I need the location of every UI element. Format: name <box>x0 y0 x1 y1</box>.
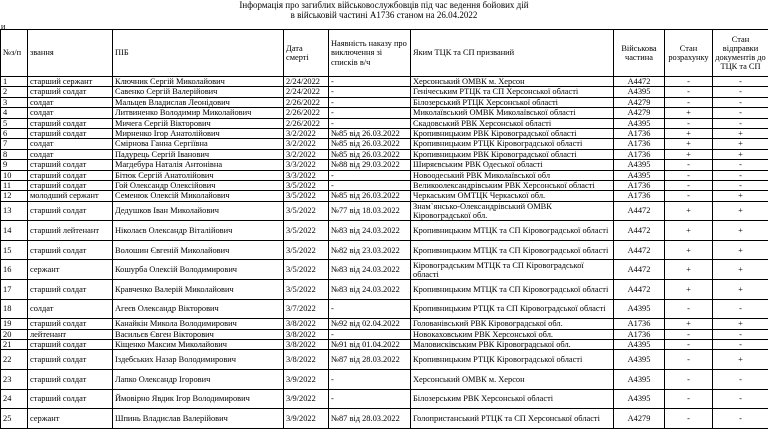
cell-name: Смірнова Ганна Сергіївна <box>113 139 284 149</box>
cell-num: 5 <box>1 118 28 128</box>
cell-unit: А4472 <box>614 240 665 260</box>
cell-rank: старший солдат <box>28 350 113 370</box>
cell-unit: А4395 <box>614 340 665 350</box>
cell-num: 11 <box>1 180 28 190</box>
cell-rank: старший солдат <box>28 280 113 300</box>
cell-date: 3/7/2022 <box>284 299 329 319</box>
header-date: Дата смерті <box>284 30 329 77</box>
cell-num: 22 <box>1 350 28 370</box>
cell-order: - <box>329 118 411 128</box>
table-row <box>1 389 768 409</box>
cell-settle: - <box>665 409 713 429</box>
cell-rank: старший солдат <box>28 340 113 350</box>
cell-date: 3/2/2022 <box>284 149 329 159</box>
cell-num: 10 <box>1 170 28 180</box>
cell-settle: - <box>665 299 713 319</box>
table-row <box>1 139 768 149</box>
cell-name: Іздебських Назар Володимирович <box>113 350 284 370</box>
cell-docs: - <box>713 389 768 409</box>
cell-order: №82 від 23.03.2022 <box>329 240 411 260</box>
cell-unit: А4472 <box>614 221 665 241</box>
cell-order: №88 від 29.03.2022 <box>329 160 411 170</box>
cell-unit: А4395 <box>614 370 665 390</box>
cell-date: 3/5/2022 <box>284 191 329 201</box>
cell-settle: - <box>665 389 713 409</box>
cell-num: 8 <box>1 149 28 159</box>
cell-docs: - <box>713 180 768 190</box>
cell-rank: старший солдат <box>28 180 113 190</box>
cell-rank: солдат <box>28 299 113 319</box>
cell-docs: - <box>713 160 768 170</box>
cell-name: Васильєв Євген Вікторович <box>113 329 284 339</box>
cell-rank: сержант <box>28 409 113 429</box>
cell-tck: Кропивницьким МТЦК та СП Кіровоградської області <box>411 221 614 241</box>
cell-tck: Кропивницьким МТЦК та СП Кіровоградської області <box>411 240 614 260</box>
cell-unit: А1736 <box>614 329 665 339</box>
document-title <box>0 0 768 20</box>
cell-rank: старший солдат <box>28 118 113 128</box>
cell-tck: Херсонський ОМВК м. Херсон <box>411 370 614 390</box>
cell-tck: Кропивницьким РТЦК Кіровоградської області <box>411 139 614 149</box>
cell-name: Волошин Євгеній Миколайович <box>113 240 284 260</box>
cell-docs: + <box>713 260 768 280</box>
cell-order: - <box>329 87 411 97</box>
cell-date: 3/5/2022 <box>284 201 329 221</box>
cell-settle: + <box>665 221 713 241</box>
cell-date: 3/3/2022 <box>284 170 329 180</box>
cell-rank: солдат <box>28 139 113 149</box>
cell-docs: - <box>713 299 768 319</box>
cell-num: 15 <box>1 240 28 260</box>
cell-rank: старший лейтенант <box>28 221 113 241</box>
cell-num: 16 <box>1 260 28 280</box>
cell-rank: солдат <box>28 108 113 118</box>
cell-docs: - <box>713 87 768 97</box>
cell-tck: Кропивницьким РТЦК Кіровоградської області <box>411 350 614 370</box>
cell-unit: А4395 <box>614 170 665 180</box>
header-rank: звання <box>28 30 113 77</box>
cell-date: 3/8/2022 <box>284 350 329 370</box>
table-row <box>1 118 768 128</box>
cell-settle: + <box>665 139 713 149</box>
cell-settle: - <box>665 97 713 107</box>
cell-num: 25 <box>1 409 28 429</box>
cell-settle: - <box>665 170 713 180</box>
cell-docs: - <box>713 370 768 390</box>
cell-unit: А4279 <box>614 108 665 118</box>
cell-unit: А4472 <box>614 280 665 300</box>
cell-order: №87 від 28.03.2022 <box>329 409 411 429</box>
cell-docs: + <box>713 240 768 260</box>
cell-date: 2/24/2022 <box>284 87 329 97</box>
cell-settle: - <box>665 350 713 370</box>
cell-num: 9 <box>1 160 28 170</box>
cell-tck: Знам`янсько-Олександрівський ОМВК Кіровоградської обл. <box>411 201 614 221</box>
cell-order: - <box>329 389 411 409</box>
table-row <box>1 329 768 339</box>
cell-name: Мичега Сергій Вікторович <box>113 118 284 128</box>
cell-name: Ймовірно Явдик Ігор Володимирович <box>113 389 284 409</box>
cell-tck: Новокаховським РВК Херсонської обл. <box>411 329 614 339</box>
cell-unit: А4472 <box>614 201 665 221</box>
cell-date: 2/26/2022 <box>284 97 329 107</box>
cell-num: 17 <box>1 280 28 300</box>
cell-docs: + <box>713 350 768 370</box>
cell-docs: + <box>713 221 768 241</box>
cell-docs: + <box>713 191 768 201</box>
cell-num: 12 <box>1 191 28 201</box>
header-tck: Яким ТЦК та СП призваний <box>411 30 614 77</box>
cell-tck: Кропивницьким РВК Кіровоградської області <box>411 128 614 138</box>
cell-tck: Голованівський РВК Кіровоградської обл. <box>411 319 614 329</box>
cell-rank: старший сержант <box>28 77 113 87</box>
cell-date: 3/3/2022 <box>284 160 329 170</box>
cell-num: 2 <box>1 87 28 97</box>
cell-tck: Скадовський РВК Херсонської області <box>411 118 614 128</box>
cell-tck: Новоодеський РВК Миколаївської обл <box>411 170 614 180</box>
cell-docs: - <box>713 329 768 339</box>
cell-name: Ключник Сергій Миколайович <box>113 77 284 87</box>
cell-date: 3/5/2022 <box>284 221 329 241</box>
table-row <box>1 87 768 97</box>
table-header-row <box>1 30 768 77</box>
cell-tck: Херсонський ОМВК м. Херсон <box>411 77 614 87</box>
cell-date: 3/5/2022 <box>284 240 329 260</box>
cell-date: 3/9/2022 <box>284 389 329 409</box>
table-row <box>1 260 768 280</box>
cell-order: - <box>329 370 411 390</box>
cell-unit: А4472 <box>614 260 665 280</box>
table-row <box>1 340 768 350</box>
cell-name: Бітюк Сергій Анатолійович <box>113 170 284 180</box>
cell-unit: А4279 <box>614 97 665 107</box>
cell-tck: Миколаївський ОМВК Миколаївської області <box>411 108 614 118</box>
cell-date: 2/26/2022 <box>284 118 329 128</box>
cell-settle: - <box>665 370 713 390</box>
cell-docs: - <box>713 108 768 118</box>
cell-rank: солдат <box>28 149 113 159</box>
cell-tck: Кіровоградським МТЦК та СП Кіровоградської області <box>411 260 614 280</box>
cell-docs: - <box>713 170 768 180</box>
table-row <box>1 180 768 190</box>
cell-settle: - <box>665 180 713 190</box>
cell-tck: Генічеським РТЦК та СП Херсонської області <box>411 87 614 97</box>
cell-num: 18 <box>1 299 28 319</box>
cell-name: Гой Олександр Олексійович <box>113 180 284 190</box>
cell-order: №83 від 24.03.2022 <box>329 221 411 241</box>
table-row <box>1 319 768 329</box>
cell-order: - <box>329 170 411 180</box>
cell-unit: А4395 <box>614 389 665 409</box>
header-name: ПІБ <box>113 30 284 77</box>
table-row <box>1 97 768 107</box>
cell-settle: - <box>665 87 713 97</box>
cell-num: 19 <box>1 319 28 329</box>
cell-rank: старший солдат <box>28 389 113 409</box>
cell-tck: Кропивницьким РТЦК та СП Кіровоградської області <box>411 299 614 319</box>
cell-num: 3 <box>1 97 28 107</box>
cell-marker: и <box>1 22 6 31</box>
table-row <box>1 240 768 260</box>
cell-settle: + <box>665 149 713 159</box>
cell-settle: + <box>665 201 713 221</box>
cell-rank: старший солдат <box>28 170 113 180</box>
casualty-table <box>0 29 768 429</box>
cell-num: 6 <box>1 128 28 138</box>
cell-date: 3/9/2022 <box>284 409 329 429</box>
cell-settle: + <box>665 319 713 329</box>
cell-date: 3/2/2022 <box>284 139 329 149</box>
title-line-1: Інформація про загиблих військовослужбовців під час ведення бойових дій <box>239 0 529 10</box>
cell-settle: + <box>665 280 713 300</box>
cell-docs: + <box>713 280 768 300</box>
cell-rank: старший солдат <box>28 370 113 390</box>
cell-settle: - <box>665 77 713 87</box>
cell-num: 23 <box>1 370 28 390</box>
cell-rank: старший солдат <box>28 128 113 138</box>
cell-docs: - <box>713 77 768 87</box>
cell-unit: А4395 <box>614 299 665 319</box>
cell-name: Магдебура Наталія Антонівна <box>113 160 284 170</box>
table-row <box>1 280 768 300</box>
cell-order: №77 від 18.03.2022 <box>329 201 411 221</box>
table-row <box>1 191 768 201</box>
table-row <box>1 160 768 170</box>
cell-rank: сержант <box>28 260 113 280</box>
cell-settle: - <box>665 160 713 170</box>
cell-date: 2/24/2022 <box>284 77 329 87</box>
cell-rank: старший солдат <box>28 87 113 97</box>
cell-unit: А4395 <box>614 160 665 170</box>
cell-unit: А1736 <box>614 319 665 329</box>
cell-docs: + <box>713 139 768 149</box>
cell-order: - <box>329 299 411 319</box>
header-settle: Стан розрахунку <box>665 30 713 77</box>
cell-order: №91 від 01.04.2022 <box>329 340 411 350</box>
cell-num: 24 <box>1 389 28 409</box>
header-order: Наявність наказу про виключення зі списків в/ч <box>329 30 411 77</box>
cell-name: Агеєв Олександр Вікторович <box>113 299 284 319</box>
table-row <box>1 350 768 370</box>
cell-name: Литвиненко Володимир Миколайович <box>113 108 284 118</box>
cell-settle: - <box>665 340 713 350</box>
table-row <box>1 77 768 87</box>
table-row <box>1 170 768 180</box>
cell-rank: старший солдат <box>28 319 113 329</box>
cell-order: №92 від 02.04.2022 <box>329 319 411 329</box>
cell-name: Лапко Олександр Ігорович <box>113 370 284 390</box>
cell-tck: Ширяєвським РВК Одеської області <box>411 160 614 170</box>
cell-tck: Черкаським ОМТЦК Черкаської обл. <box>411 191 614 201</box>
cell-settle: + <box>665 240 713 260</box>
cell-name: Савенко Сергій Валерійович <box>113 87 284 97</box>
cell-order: №85 від 26.03.2022 <box>329 191 411 201</box>
cell-order: - <box>329 180 411 190</box>
cell-name: Кравченко Валерій Миколайович <box>113 280 284 300</box>
header-unit: Військова частина <box>614 30 665 77</box>
cell-docs: + <box>713 319 768 329</box>
cell-name: Шпинь Владислав Валерійович <box>113 409 284 429</box>
cell-docs: - <box>713 340 768 350</box>
cell-order: №83 від 24.03.2022 <box>329 260 411 280</box>
header-docs: Стан відправки документів до ТЦК та СП <box>713 30 768 77</box>
cell-num: 13 <box>1 201 28 221</box>
cell-name: Кіщенко Максим Миколайович <box>113 340 284 350</box>
cell-unit: А4395 <box>614 350 665 370</box>
cell-settle: + <box>665 260 713 280</box>
cell-unit: А4395 <box>614 87 665 97</box>
cell-rank: молодший сержант <box>28 191 113 201</box>
cell-order: - <box>329 97 411 107</box>
cell-tck: Великоолександрівським РВК Херсонської області <box>411 180 614 190</box>
cell-date: 3/8/2022 <box>284 340 329 350</box>
cell-rank: лейтенант <box>28 329 113 339</box>
cell-rank: старший солдат <box>28 201 113 221</box>
cell-settle: - <box>665 329 713 339</box>
cell-tck: Кропивницьким МТЦК та СП Кіровоградської області <box>411 280 614 300</box>
cell-tck: Білозерський РТЦК Херсонської області <box>411 97 614 107</box>
cell-tck: Голопристанський РТЦК та СП Херсонської області <box>411 409 614 429</box>
header-num: №з/п <box>1 30 28 77</box>
cell-unit: А1736 <box>614 180 665 190</box>
cell-order: - <box>329 77 411 87</box>
cell-rank: солдат <box>28 97 113 107</box>
cell-unit: А1736 <box>614 191 665 201</box>
cell-order: №85 від 26.03.2022 <box>329 139 411 149</box>
cell-date: 3/5/2022 <box>284 180 329 190</box>
cell-num: 21 <box>1 340 28 350</box>
cell-name: Кошурба Олексій Володимирович <box>113 260 284 280</box>
cell-settle: - <box>665 118 713 128</box>
cell-num: 4 <box>1 108 28 118</box>
cell-order: - <box>329 108 411 118</box>
cell-num: 20 <box>1 329 28 339</box>
cell-settle: + <box>665 128 713 138</box>
table-row <box>1 128 768 138</box>
cell-docs: + <box>713 128 768 138</box>
cell-name: Мирненко Ігор Анатолійович <box>113 128 284 138</box>
cell-name: Канайкін Микола Володимирович <box>113 319 284 329</box>
table-row <box>1 149 768 159</box>
cell-date: 3/2/2022 <box>284 128 329 138</box>
table-body <box>1 77 768 429</box>
cell-order: №85 від 26.03.2022 <box>329 149 411 159</box>
cell-name: Дедушков Іван Миколайович <box>113 201 284 221</box>
cell-date: 3/9/2022 <box>284 370 329 390</box>
cell-tck: Кропивницьким РВК Кіровоградської області <box>411 149 614 159</box>
cell-order: - <box>329 329 411 339</box>
table-row <box>1 108 768 118</box>
cell-docs: + <box>713 149 768 159</box>
cell-num: 14 <box>1 221 28 241</box>
cell-order: №85 від 26.03.2022 <box>329 128 411 138</box>
cell-name: Ніколаєв Олександр Віталійович <box>113 221 284 241</box>
cell-num: 7 <box>1 139 28 149</box>
cell-docs: + <box>713 201 768 221</box>
table-row <box>1 221 768 241</box>
cell-unit: А1736 <box>614 149 665 159</box>
cell-name: Семенюк Олексій Миколайович <box>113 191 284 201</box>
cell-unit: А1736 <box>614 139 665 149</box>
cell-unit: А4395 <box>614 118 665 128</box>
cell-order: №87 від 28.03.2022 <box>329 350 411 370</box>
cell-tck: Маловисківським РВК Кіровоградської обл. <box>411 340 614 350</box>
table-row <box>1 409 768 429</box>
cell-unit: А1736 <box>614 128 665 138</box>
cell-tck: Білозерським РВК Херсонської області <box>411 389 614 409</box>
cell-rank: старший солдат <box>28 160 113 170</box>
cell-date: 3/5/2022 <box>284 280 329 300</box>
cell-docs: - <box>713 409 768 429</box>
cell-docs: - <box>713 118 768 128</box>
cell-unit: А4472 <box>614 77 665 87</box>
cell-date: 3/8/2022 <box>284 319 329 329</box>
table-row <box>1 370 768 390</box>
cell-settle: + <box>665 108 713 118</box>
cell-settle: - <box>665 191 713 201</box>
cell-order: №83 від 24.03.2022 <box>329 280 411 300</box>
cell-date: 2/26/2022 <box>284 108 329 118</box>
cell-name: Падурець Сергій Іванович <box>113 149 284 159</box>
cell-date: 3/8/2022 <box>284 329 329 339</box>
cell-date: 3/5/2022 <box>284 260 329 280</box>
cell-unit: А4279 <box>614 409 665 429</box>
cell-name: Мальцев Владислав Леонідович <box>113 97 284 107</box>
table-row <box>1 201 768 221</box>
cell-num: 1 <box>1 77 28 87</box>
cell-rank: старший солдат <box>28 240 113 260</box>
cell-docs: - <box>713 97 768 107</box>
table-row <box>1 299 768 319</box>
title-line-2: в військовій частині А1736 станом на 26.04.2022 <box>290 10 478 20</box>
